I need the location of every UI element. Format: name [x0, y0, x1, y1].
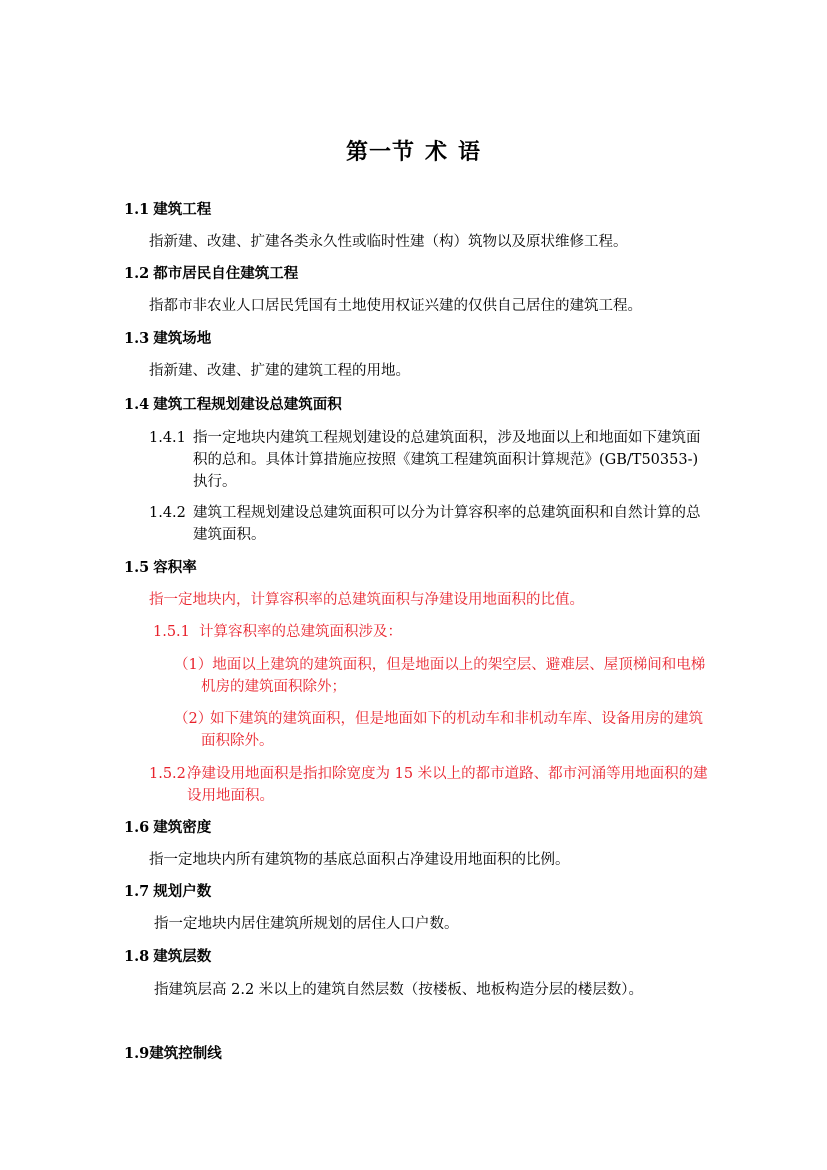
heading-1-4: 1.4 建筑工程规划建设总建筑面积 — [124, 396, 342, 413]
item-2-line2: 面积除外。 — [201, 733, 274, 749]
heading-1-6: 1.6 建筑密度 — [124, 819, 212, 836]
item-1-line1: （1）地面以上建筑的建筑面积，但是地面以上的架空层、避难层、屋顶梯间和电梯 — [174, 657, 706, 673]
item-2-line1: （2）如下建筑的建筑面积，但是地面如下的机动车和非机动车库、设备用房的建筑 — [174, 708, 703, 730]
body-1-7: 指一定地块内居住建筑所规划的居住人口户数。 — [154, 916, 459, 932]
item-2-number: （2） — [174, 711, 213, 727]
para-1-5-2-line2: 设用地面积。 — [187, 788, 274, 804]
heading-1-7: 1.7 规划户数 — [124, 883, 212, 900]
heading-1-3: 1.3 建筑场地 — [124, 330, 212, 347]
body-1-8: 指建筑层高 2.2 米以上的建筑自然层数（按楼板、地板构造分层的楼层数）。 — [154, 982, 644, 998]
item-1-line2: 机房的建筑面积除外； — [201, 679, 346, 695]
heading-1-2: 1.2 都市居民自住建筑工程 — [124, 265, 299, 282]
para-1-5-1: 1.5.1 计算容积率的总建筑面积涉及： — [153, 621, 402, 643]
title-third: 语 — [458, 139, 482, 165]
item-1-number: （1） — [174, 657, 213, 673]
para-1-4-2-line2: 建筑面积。 — [193, 527, 266, 543]
heading-1-8: 1.8 建筑层数 — [124, 948, 212, 965]
body-1-3: 指新建、改建、扩建的建筑工程的用地。 — [149, 363, 410, 379]
para-1-5-2-number: 1.5.2 — [149, 766, 186, 782]
heading-1-5: 1.5 容积率 — [124, 559, 197, 576]
body-1-1: 指新建、改建、扩建各类永久性或临时性建（构）筑物以及原状维修工程。 — [149, 234, 628, 250]
body-1-6: 指一定地块内所有建筑物的基底总面积占净建设用地面积的比例。 — [149, 852, 570, 868]
title-main: 第一节 — [345, 139, 415, 165]
para-1-5-2-line1: 1.5.2净建设用地面积是指扣除宽度为 15 米以上的都市道路、都市河涌等用地面积的建 — [149, 763, 708, 785]
para-1-4-2-number: 1.4.2 — [149, 505, 186, 521]
heading-1-9: 1.9建筑控制线 — [124, 1045, 222, 1062]
para-1-4-1-number: 1.4.1 — [149, 430, 186, 446]
page-title — [0, 138, 827, 166]
para-1-4-1-line2: 积的总和。具体计算措施应按照《建筑工程建筑面积计算规范》(GB/T50353-) — [193, 452, 699, 468]
para-1-4-2-line1: 1.4.2 建筑工程规划建设总建筑面积可以分为计算容积率的总建筑面积和自然计算的总 — [149, 502, 701, 524]
heading-1-1: 1.1 建筑工程 — [124, 201, 212, 218]
para-1-4-1-line1: 1.4.1 指一定地块内建筑工程规划建设的总建筑面积，涉及地面以上和地面如下建筑面 — [149, 427, 701, 449]
para-1-4-1-line3: 执行。 — [193, 474, 237, 490]
para-1-5-1-number: 1.5.1 — [153, 624, 190, 640]
title-second: 术 — [424, 139, 448, 165]
body-1-2: 指都市非农业人口居民凭国有土地使用权证兴建的仅供自己居住的建筑工程。 — [149, 298, 642, 314]
body-1-5: 指一定地块内，计算容积率的总建筑面积与净建设用地面积的比值。 — [149, 592, 584, 608]
